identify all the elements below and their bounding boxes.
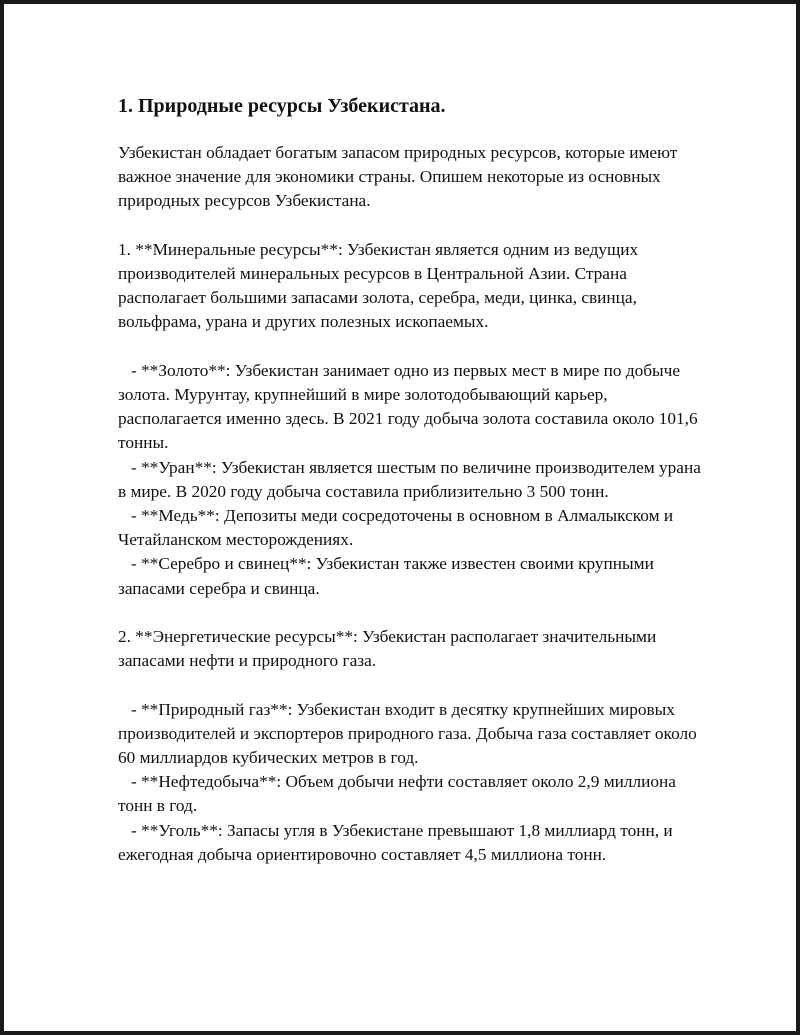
list-item-text: - **Серебро и свинец**: Узбекистан также известен своими крупными запасами серебра и свинца. [118, 554, 659, 598]
spacer [118, 601, 708, 625]
list-item [118, 698, 708, 771]
list-item-text: - **Уголь**: Запасы угля в Узбекистане превышают 1,8 миллиард тонн, и ежегодная добыча ориентировочно составляет 4,5 миллиона тонн. [118, 820, 677, 864]
document-title: 1. Природные ресурсы Узбекистана. [118, 95, 446, 117]
list-item [118, 359, 708, 456]
list-item [118, 456, 708, 504]
list-item-text: - **Золото**: Узбекистан занимает одно из первых мест в мире по добыче золота. Мурунтау, крупнейший в мире золотодобывающий карьер, располагается именно здесь. В 2021 году добыча золота составила около 101,6 тонны. [118, 360, 702, 453]
list-item [118, 552, 708, 600]
intro-paragraph: Узбекистан обладает богатым запасом природных ресурсов, которые имеют важное значение для экономики страны. Опишем некоторые из основных природных ресурсов Узбекистана. [118, 143, 678, 211]
list-item [118, 770, 708, 818]
section-1-heading: 1. **Минеральные ресурсы**: Узбекистан является одним из ведущих производителей минеральных ресурсов в Центральной Азии. Страна располагает большими запасами золота, серебра, меди, цинка, свинца, вольфрама, урана и других полезных ископаемых. [118, 239, 639, 332]
document-body [118, 92, 708, 867]
spacer [118, 214, 708, 238]
list-item-text: - **Медь**: Депозиты меди сосредоточены в основном в Алмалыкском и Четайланском месторождениях. [118, 506, 678, 550]
list-item-text: - **Нефтедобыча**: Объем добычи нефти составляет около 2,9 миллиона тонн в год. [118, 772, 681, 816]
list-item-text: - **Уран**: Узбекистан является шестым по величине производителем урана в мире. В 2020 году добыча составила приблизительно 3 500 тонн. [118, 457, 706, 501]
list-item-text: - **Природный газ**: Узбекистан входит в десятку крупнейших мировых производителей и экспортеров природного газа. Добыча газа составляет около 60 миллиардов кубических метров в год. [118, 699, 702, 768]
section-2-heading: 2. **Энергетические ресурсы**: Узбекистан располагает значительными запасами нефти и природного газа. [118, 627, 657, 671]
spacer [118, 673, 708, 697]
list-item [118, 504, 708, 552]
spacer [118, 335, 708, 359]
list-item [118, 819, 708, 867]
